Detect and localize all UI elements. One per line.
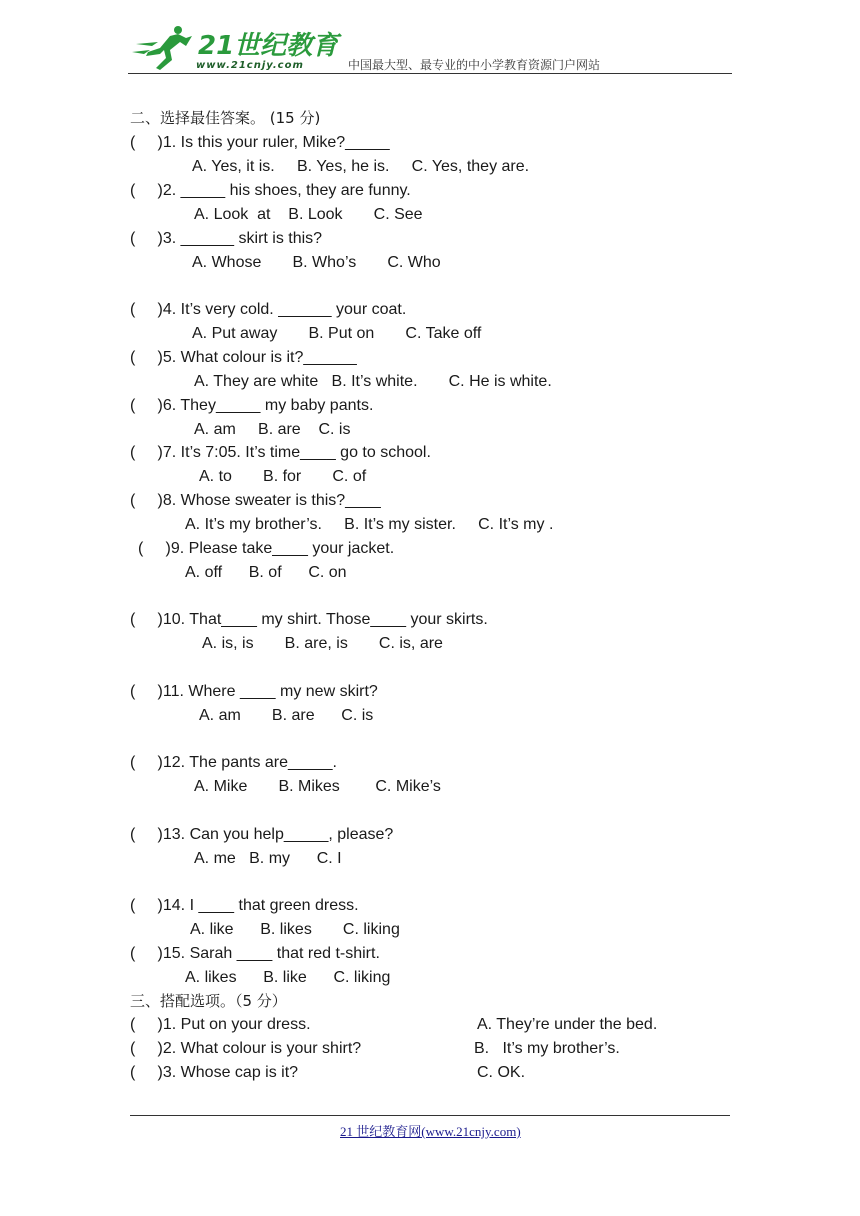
section3-heading: 三、搭配选项。（5 分）: [130, 992, 287, 1010]
question-5-options: A. They are white B. It’s white. C. He is white.: [194, 373, 552, 390]
match-item-1-right: A. They’re under the bed.: [477, 1016, 658, 1033]
match-item-2-left: ( )2. What colour is your shirt?: [130, 1040, 362, 1057]
logo-text: 21世纪教育: [198, 31, 339, 61]
question-2-stem: ( )2. _____ his shoes, they are funny.: [130, 182, 411, 199]
question-9-options: A. off B. of C. on: [185, 564, 347, 581]
question-11-stem: ( )11. Where ____ my new skirt?: [130, 683, 378, 700]
question-12-options: A. Mike B. Mikes C. Mike’s: [194, 778, 441, 795]
question-10-options: A. is, is B. are, is C. is, are: [202, 635, 443, 652]
question-6-options: A. am B. are C. is: [194, 421, 351, 438]
match-item-3-right: C. OK.: [477, 1064, 526, 1081]
logo-url: www.21cnjy.com: [196, 60, 304, 71]
section2-heading: 二、选择最佳答案。 (15 分): [130, 109, 321, 127]
question-15-stem: ( )15. Sarah ____ that red t-shirt.: [130, 945, 380, 962]
question-4-options: A. Put away B. Put on C. Take off: [192, 325, 482, 342]
question-6-stem: ( )6. They_____ my baby pants.: [130, 397, 374, 414]
question-13-stem: ( )13. Can you help_____, please?: [130, 826, 394, 843]
question-4-stem: ( )4. It’s very cold. ______ your coat.: [130, 301, 407, 318]
question-15-options: A. likes B. like C. liking: [185, 969, 391, 986]
question-1-options: A. Yes, it is. B. Yes, he is. C. Yes, they are.: [192, 158, 530, 175]
question-1-stem: ( )1. Is this your ruler, Mike?_____: [130, 134, 390, 151]
question-3-stem: ( )3. ______ skirt is this?: [130, 230, 323, 247]
question-2-options: A. Look at B. Look C. See: [194, 206, 423, 223]
header-tagline: 中国最大型、最专业的中小学教育资源门户网站: [348, 58, 601, 72]
question-10-stem: ( )10. That____ my shirt. Those____ your skirts.: [130, 611, 488, 628]
question-9-stem: ( )9. Please take____ your jacket.: [138, 540, 395, 557]
question-7-stem: ( )7. It’s 7:05. It’s time____ go to school.: [130, 444, 431, 461]
match-item-1-left: ( )1. Put on your dress.: [130, 1016, 311, 1033]
match-item-2-right: B. It’s my brother’s.: [474, 1040, 620, 1057]
footer-divider: [130, 1115, 730, 1116]
question-5-stem: ( )5. What colour is it?______: [130, 349, 357, 366]
question-8-options: A. It’s my brother’s. B. It’s my sister. C. It’s my .: [185, 516, 554, 533]
question-13-options: A. me B. my C. I: [194, 850, 342, 867]
match-item-3-left: ( )3. Whose cap is it?: [130, 1064, 299, 1081]
question-7-options: A. to B. for C. of: [199, 468, 367, 485]
question-3-options: A. Whose B. Who’s C. Who: [192, 254, 441, 271]
question-11-options: A. am B. are C. is: [199, 707, 374, 724]
question-14-stem: ( )14. I ____ that green dress.: [130, 897, 359, 914]
header-divider: [128, 73, 732, 74]
site-logo: [130, 22, 345, 72]
runner-logo-icon: [132, 26, 192, 70]
question-12-stem: ( )12. The pants are_____.: [130, 754, 337, 771]
question-14-options: A. like B. likes C. liking: [190, 921, 400, 938]
question-8-stem: ( )8. Whose sweater is this?____: [130, 492, 381, 509]
footer-link[interactable]: 21 世纪教育网(www.21cnjy.com): [340, 1124, 521, 1139]
